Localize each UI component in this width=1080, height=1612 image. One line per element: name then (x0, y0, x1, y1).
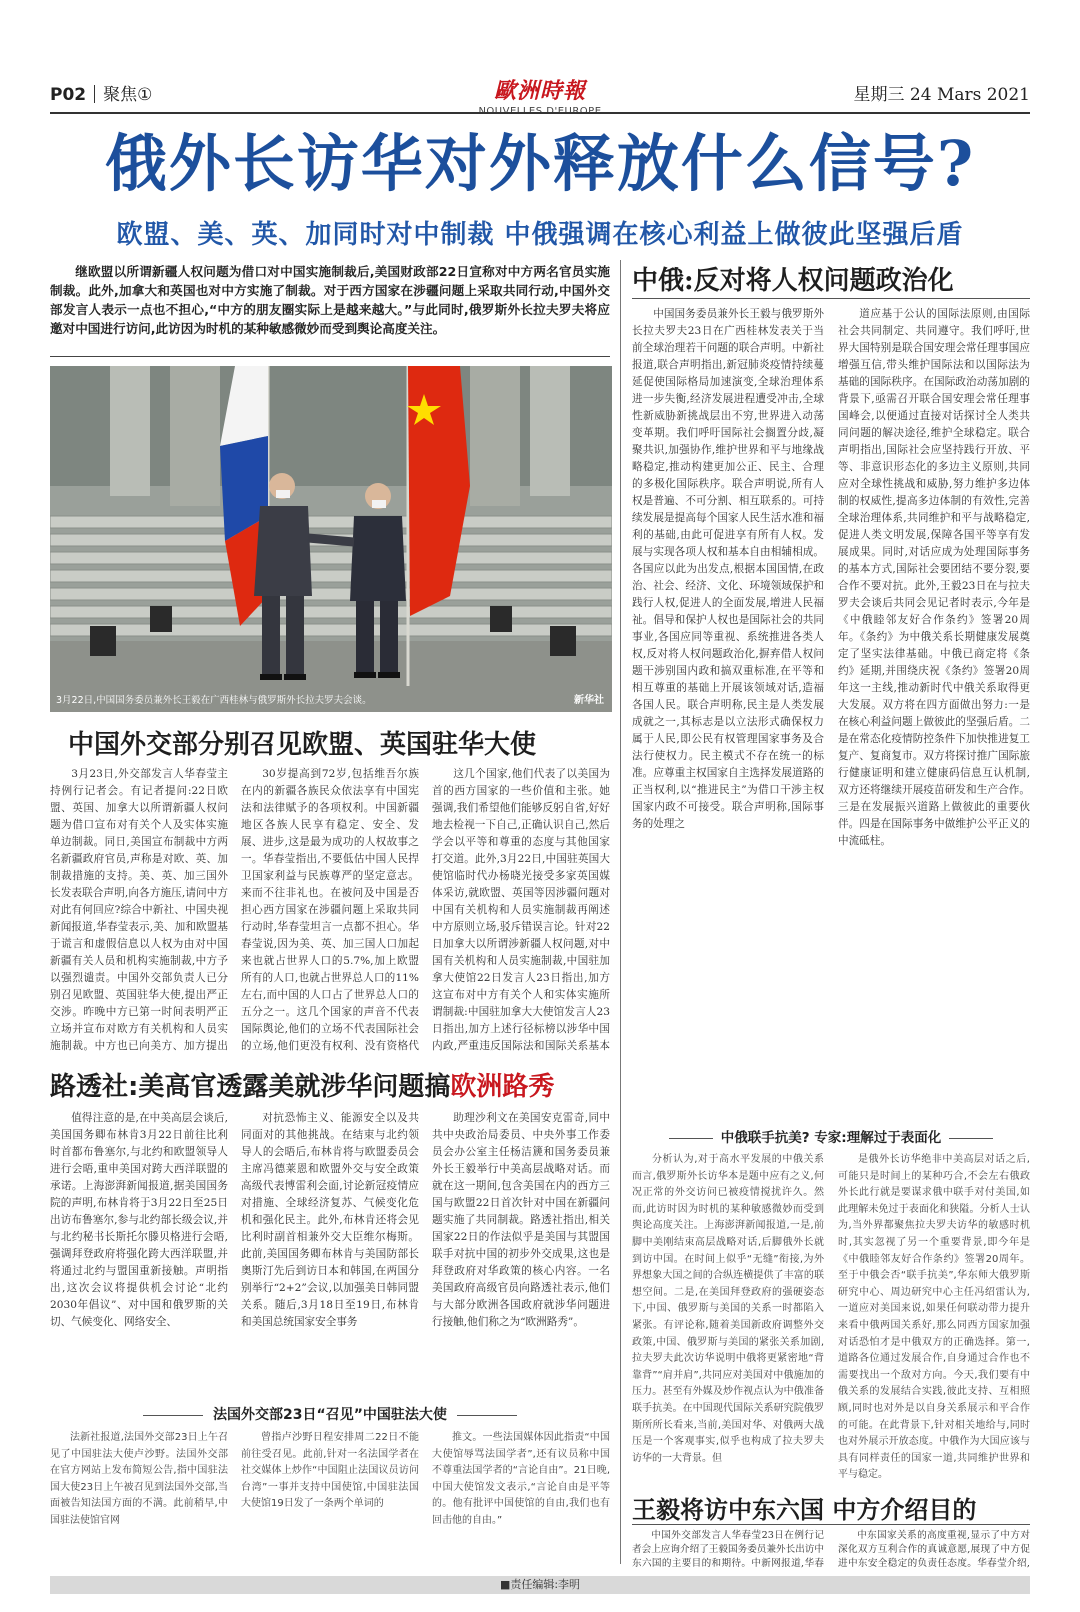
title-dash (669, 1138, 713, 1139)
expert-box-title-text: 中俄联手抗美? 专家:理解过于表面化 (720, 1130, 942, 1146)
title-dash (949, 1138, 993, 1139)
photo-credit: 新华社 (574, 695, 604, 706)
masthead (50, 74, 1030, 114)
reuters-title-red: 欧洲路秀 (450, 1072, 555, 1102)
france-column-2: 曾指卢沙野日程安排周二22日不能前往受召见。此前,针对一名法国学者在社交媒体上炒作“中国阻止法国议员访问台湾”一事并支持中国使馆,中国驻法国大使馆19日发了一条两个单词的 (241, 1432, 419, 1510)
summons-title: 中国外交部分别召见欧盟、英国驻华大使 (68, 730, 537, 760)
wangyi-column-2: 中东国家关系的高度重视,显示了中方对深化双方互利合作的真诚意愿,展现了中方促进中东安全稳定的负责任态度。华春莹介绍, (838, 1530, 1030, 1569)
page-number: P02 (50, 85, 87, 105)
photo-illustration (50, 366, 612, 712)
title-dash (143, 1415, 203, 1416)
masthead-rule (50, 112, 1030, 114)
main-headline: 俄外长访华对外释放什么信号? (104, 127, 976, 200)
lead-paragraph: 继欧盟以所谓新疆人权问题为借口对中国实施制裁后,美国财政部22日宣称对中方两名官员实施制裁。此外,加拿大和英国也对中方实施了制裁。对于西方国家在涉疆问题上采取共同行动,中国外交部发言人表示一点也不担心,“中方的朋友圈实际上是越来越大。”与此同时,俄罗斯外长拉夫罗夫将应邀对中国进行访问,此访因为时机的某种敏感微妙而受到舆论高度关注。 (50, 264, 610, 336)
paper-logo (460, 74, 620, 117)
news-photo (50, 366, 612, 712)
china-russia-column-1: 中国国务委员兼外长王毅与俄罗斯外长拉夫罗夫23日在广西桂林发表关于当前全球治理若干问题的联合声明。中新社报道,联合声明指出,新冠肺炎疫情持续蔓延促使国际格局加速演变,全球治理体系进一步失衡,经济发展进程遭受冲击,全球性新威胁新挑战层出不穷,世界进入动荡变革期。我们呼吁国际社会搁置分歧,凝聚共识,加强协作,维护世界和平与地缘战略稳定,推动构建更加公正、民主、合理的多极化国际秩序。联合声明说,所有人权是普遍、不可分割、相互联系的。可持续发展是提高每个国家人民生活水准和福利的基础,由此可促进享有所有人权。发展与实现各项人权和基本自由相辅相成。各国应以此为出发点,根据本国国情,在政治、社会、经济、文化、环境领域保护和践行人权,促进人的全面发展,增进人民福祉。倡导和保护人权也是国际社会的共同事业,各国应同等重视、系统推进各类人权,反对将人权问题政治化,摒弃借人权问题干涉别国内政和搞双重标准,在平等和相互尊重的基础上开展该领域对话,造福各国人民。联合声明称,民主是人类发展成就之一,其标志是以立法形式确保权力属于人民,即公民有权管理国家事务及合法行使权力。民主模式不存在统一的标准。应尊重主权国家自主选择发展道路的正当权利,以“推进民主”为借口干涉主权国家内政不可接受。联合声明称,国际事务的处理之 (632, 308, 824, 830)
france-sidebar-title (50, 1404, 610, 1424)
page-label (50, 80, 152, 105)
masthead-divider (94, 85, 95, 103)
summons-column-3: 这几个国家,他们代表了以美国为首的西方国家的一些价值和主张。她强调,我们希望他们能够反躬自省,好好地去检视一下自己,正确认识自己,然后学会以平等和尊重的态度与其他国家打交道。此外,3月22日,中国驻英国大使馆临时代办杨晓光接受多家英国媒体采访,就欧盟、英国等因涉疆问题对中国有关机构和人员实施制裁再阐述中方原则立场,驳斥错误言论。针对22日加拿大以所谓涉新疆人权问题,对中国有关机构和人员实施制裁,中国驻加拿大使馆22日发言人23日指出,加方这宣布对中方有关个人和实体实施所谓制裁:中国驻加拿大大使馆发言人23日指出,加方上述行径标榜以涉华中国内政,严重违反国际法和国际关系基本 (432, 768, 610, 1052)
wangyi-rule (632, 1524, 1030, 1525)
reuters-column-3: 助理沙利文在美国安克雷奇,同中共中央政治局委员、中央外事工作委员会办公室主任杨洁篪和国务委员兼外长王毅举行中美高层战略对话。而就在这一期间,包含美国在内的西方三国与欧盟22日首次针对中国在新疆问题实施了共同制裁。路透社指出,相关国家22日的作法似乎是美国与其盟国联手对抗中国的初步外交成果,这也是拜登政府对华政策的核心内容。一名美国政府高级官员向路透社表示,他们与大部分欧洲各国政府就涉华问题进行接触,他们称之为“欧洲路秀”。 (432, 1112, 610, 1328)
photo-caption: 3月22日,中国国务委员兼外长王毅在广西桂林与俄罗斯外长拉夫罗夫会谈。 (56, 695, 372, 706)
china-russia-title: 中俄:反对将人权问题政治化 (632, 266, 954, 296)
france-sidebar-title-text: 法国外交部23日“召见”中国驻法大使 (213, 1407, 447, 1423)
lead-rule (50, 356, 610, 357)
editor-footer: ■责任编辑:李明 (50, 1576, 1030, 1594)
france-column-1: 法新社报道,法国外交部23日上午召见了中国驻法大使卢沙野。法国外交部在官方网站上发布简短公告,指中国驻法国大使23日上午被召见到法国外交部,当面被告知法国方面的不满。此前稍早,中国驻法使馆官网 (50, 1432, 228, 1526)
section-name: 聚焦① (103, 85, 153, 105)
china-russia-column-2: 道应基于公认的国际法原则,由国际社会共同制定、共同遵守。我们呼吁,世界大国特别是联合国安理会常任理事国应增强互信,带头维护国际法和以国际法为基础的国际秩序。在国际政治动荡加剧的背景下,亟需召开联合国安理会常任理事国峰会,以便通过直接对话探讨全人类共同问题的解决途径,维护全球稳定。联合声明指出,国际社会应坚持践行开放、平等、非意识形态化的多边主义原则,共同应对全球性挑战和威胁,努力维护多边体制的权威性,提高多边体制的有效性,完善全球治理体系,共同维护和平与战略稳定,促进人类文明发展,保障各国平等享有发展成果。同时,对话应成为处理国际事务的基本方式,国际社会要团结不要分裂,要合作不要对抗。此外,王毅23日在与拉夫罗夫会谈后共同会见记者时表示,今年是《中俄睦邻友好合作条约》签署20周年。《条约》为中俄关系长期健康发展奠定了坚实法律基础。中俄已商定将《条约》延期,并围绕庆祝《条约》签署20周年这一主线,推动新时代中俄关系取得更大发展。双方将在四方面做出努力:一是在核心利益问题上做彼此的坚强后盾。二是在常态化疫情防控条件下加快推进复工复产、复商复市。双方将探讨推广国际旅行健康证明和建立健康码信息互认机制,双方还将继续开展疫苗研发和生产合作。三是在发展振兴道路上做彼此的重要伙伴。四是在国际事务中做维护公平正义的中流砥柱。 (838, 308, 1030, 847)
france-column-3: 推文。一些法国媒体因此指责“中国大使馆辱骂法国学者”,还有议员称中国不尊重法国学者的“言论自由”。21日晚,中国大使馆发文表示,“言论自由是平等的。他有批评中国使馆的自由,我们也有回击他的自由。” (432, 1432, 610, 1526)
newspaper-page (50, 74, 1030, 1598)
column-divider (620, 260, 621, 1564)
wangyi-column-1: 中国外交部发言人华春莹23日在例行记者会上应询介绍了王毅国务委员兼外长出访中东六国的主要目的和期待。中新网报道,华春 (632, 1530, 824, 1569)
reuters-column-2: 对抗恐怖主义、能源安全以及共同面对的其他挑战。在结束与北约领导人的会晤后,布林肯将与欧盟委员会主席冯德莱恩和欧盟外交与安全政策高级代表博雷利会面,讨论新冠疫情应对措施、全球经济复苏、气候变化危机和强化民主。此外,布林肯还将会见比利时副首相兼外交大臣维尔梅斯。此前,美国国务卿布林肯与美国防部长奥斯汀先后到访日本和韩国,在两国分别举行“2+2”会议,以加强美日韩同盟关系。随后,3月18日至19日,布林肯和美国总统国家安全事务 (241, 1112, 419, 1328)
reuters-column-1: 值得注意的是,在中美高层会谈后,美国国务卿布林肯3月22日前往比利时首都布鲁塞尔,与北约和欧盟领导人进行会晤,重申美国对跨大西洋联盟的承诺。上海澎湃新闻报道,据美国国务院的声明,布林肯将于3月22日至25日出访布鲁塞尔,参与北约部长级会议,并与北约秘书长斯托尔滕贝格进行会晤,强调拜登政府将强化跨大西洋联盟,并将通过北约与盟国重新接触。声明指出,这次会议将提供机会讨论“北约2030年倡议”、对中国和俄罗斯的关切、气候变化、网络安全、 (50, 1112, 228, 1328)
sub-headline: 欧盟、美、英、加同时对中制裁 中俄强调在核心利益上做彼此坚强后盾 (116, 220, 964, 250)
china-russia-rule (632, 298, 1030, 299)
wangyi-title: 王毅将访中东六国 中方介绍目的 (632, 1495, 977, 1524)
expert-box-title (632, 1126, 1030, 1146)
issue-date: 星期三 24 Mars 2021 (853, 85, 1030, 105)
reuters-title (50, 1066, 554, 1103)
expert-column-1: 分析认为,对于高水平发展的中俄关系而言,俄罗斯外长访华本是题中应有之义,何况正常的外交访问已被疫情搅扰许久。然而,此访时因为时机的某种敏感微妙而受到舆论高度关注。上海澎湃新闻报道,一是,前脚中美刚结束高层战略对话,后脚俄外长就到访中国。在时间上似乎“无缝”衔接,为外界想象大国之间的合纵连横提供了丰富的联想空间。二是,在美国拜登政府的强硬姿态下,中国、俄罗斯与美国的关系一时都陷入紧张。有评论称,随着美国新政府调整外交政策,中国、俄罗斯与美国的紧张关系加剧,拉夫罗夫此次访华说明中俄将更紧密地“背靠背”“肩并肩”,共同应对美国对中俄施加的压力。甚至有外媒及炒作视点认为中俄准备联手抗美。在中国现代国际关系研究院俄罗斯所所长看来,当前,美国对华、对俄两大战压是一个客观事实,似乎也构成了拉夫罗夫访华的一大背景。但 (632, 1154, 824, 1464)
paper-name: 歐洲時報 (493, 78, 586, 104)
title-dash (457, 1415, 517, 1416)
expert-column-2: 是俄外长访华绝非中美高层对话之后,可能只是时间上的某种巧合,不会左右俄政外长此行就是要谋求俄中联手对付美国,如此理解未免过于表面化和狭隘。分析人士认为,当外界都聚焦拉夫罗夫访华的敏感时机时,其实忽视了另一个重要背景,即今年是《中俄睦邻友好合作条约》签署20周年。至于中俄会否“联手抗美”,华东师大俄罗斯研究中心、周边研究中心主任冯绍雷认为,一道应对美国来说,如果任何联动带力提升来看中俄两国关系好,那么同西方国家加强对话恐怕才是中俄双方的正确选择。第一,道路各位通过发展合作,自身通过合作也不需要找出一个敌对方向。今天,我们要有中俄关系的发展结合实践,彼此支持、互相照顾,同时也对外是以自身关系展示和平合作的可能。在此背景下,针对相关地给与,同时也对外展示开放态度。中俄作为大国应该与具有同样责任的国家一道,共同维护世界和平与稳定。 (838, 1154, 1030, 1480)
reuters-title-black: 路透社:美高官透露美就涉华问题搞 (50, 1072, 451, 1102)
summons-column-1: 3月23日,外交部发言人华春莹主持例行记者会。有记者提问:22日欧盟、英国、加拿大以所谓新疆人权问题为借口宣布对有关个人及实体实施单边制裁。同日,美国宣布制裁中方两名新疆政府官员,声称是对欧、英、加制裁措施的支持。美、英、加三国外长发表联合声明,向各方施压,请问中方对此有何回应?综合中新社、中国央视新闻报道,华春莹表示,美、加和欧盟基于谎言和虚假信息以人权为由对中国新疆有关人员和机构实施制裁,中方予以强烈谴责。中国外交部负责人已分别召见欧盟、英国驻华大使,提出严正交涉。昨晚中方已第一时间表明严正立场并宣布对欧方有关机构和人员实施制裁。中方也已向美方、加方提出 (50, 768, 228, 1052)
summons-column-2: 30岁提高到72岁,包括维吾尔族在内的新疆各族民众依法享有中国宪法和法律赋予的各项权利。中国新疆地区各族人民享有稳定、安全、发展、进步,这是最为成功的人权故事之一。华春莹指出,不要低估中国人民捍卫国家利益与民族尊严的坚定意志。来而不往非礼也。在被问及中国是否担心西方国家在涉疆问题上采取共同行动时,华春莹坦言一点都不担心。华春莹说,因为美、英、加三国人口加起来也就占世界人口的5.7%,加上欧盟所有的人口,也就占世界总人口的11%左右,而中国的人口占了世界总人口的五分之一。这几个国家的声音不代表国际舆论,他们的立场不代表国际社会的立场,他们更没有权利、没有资格代 (241, 768, 419, 1052)
